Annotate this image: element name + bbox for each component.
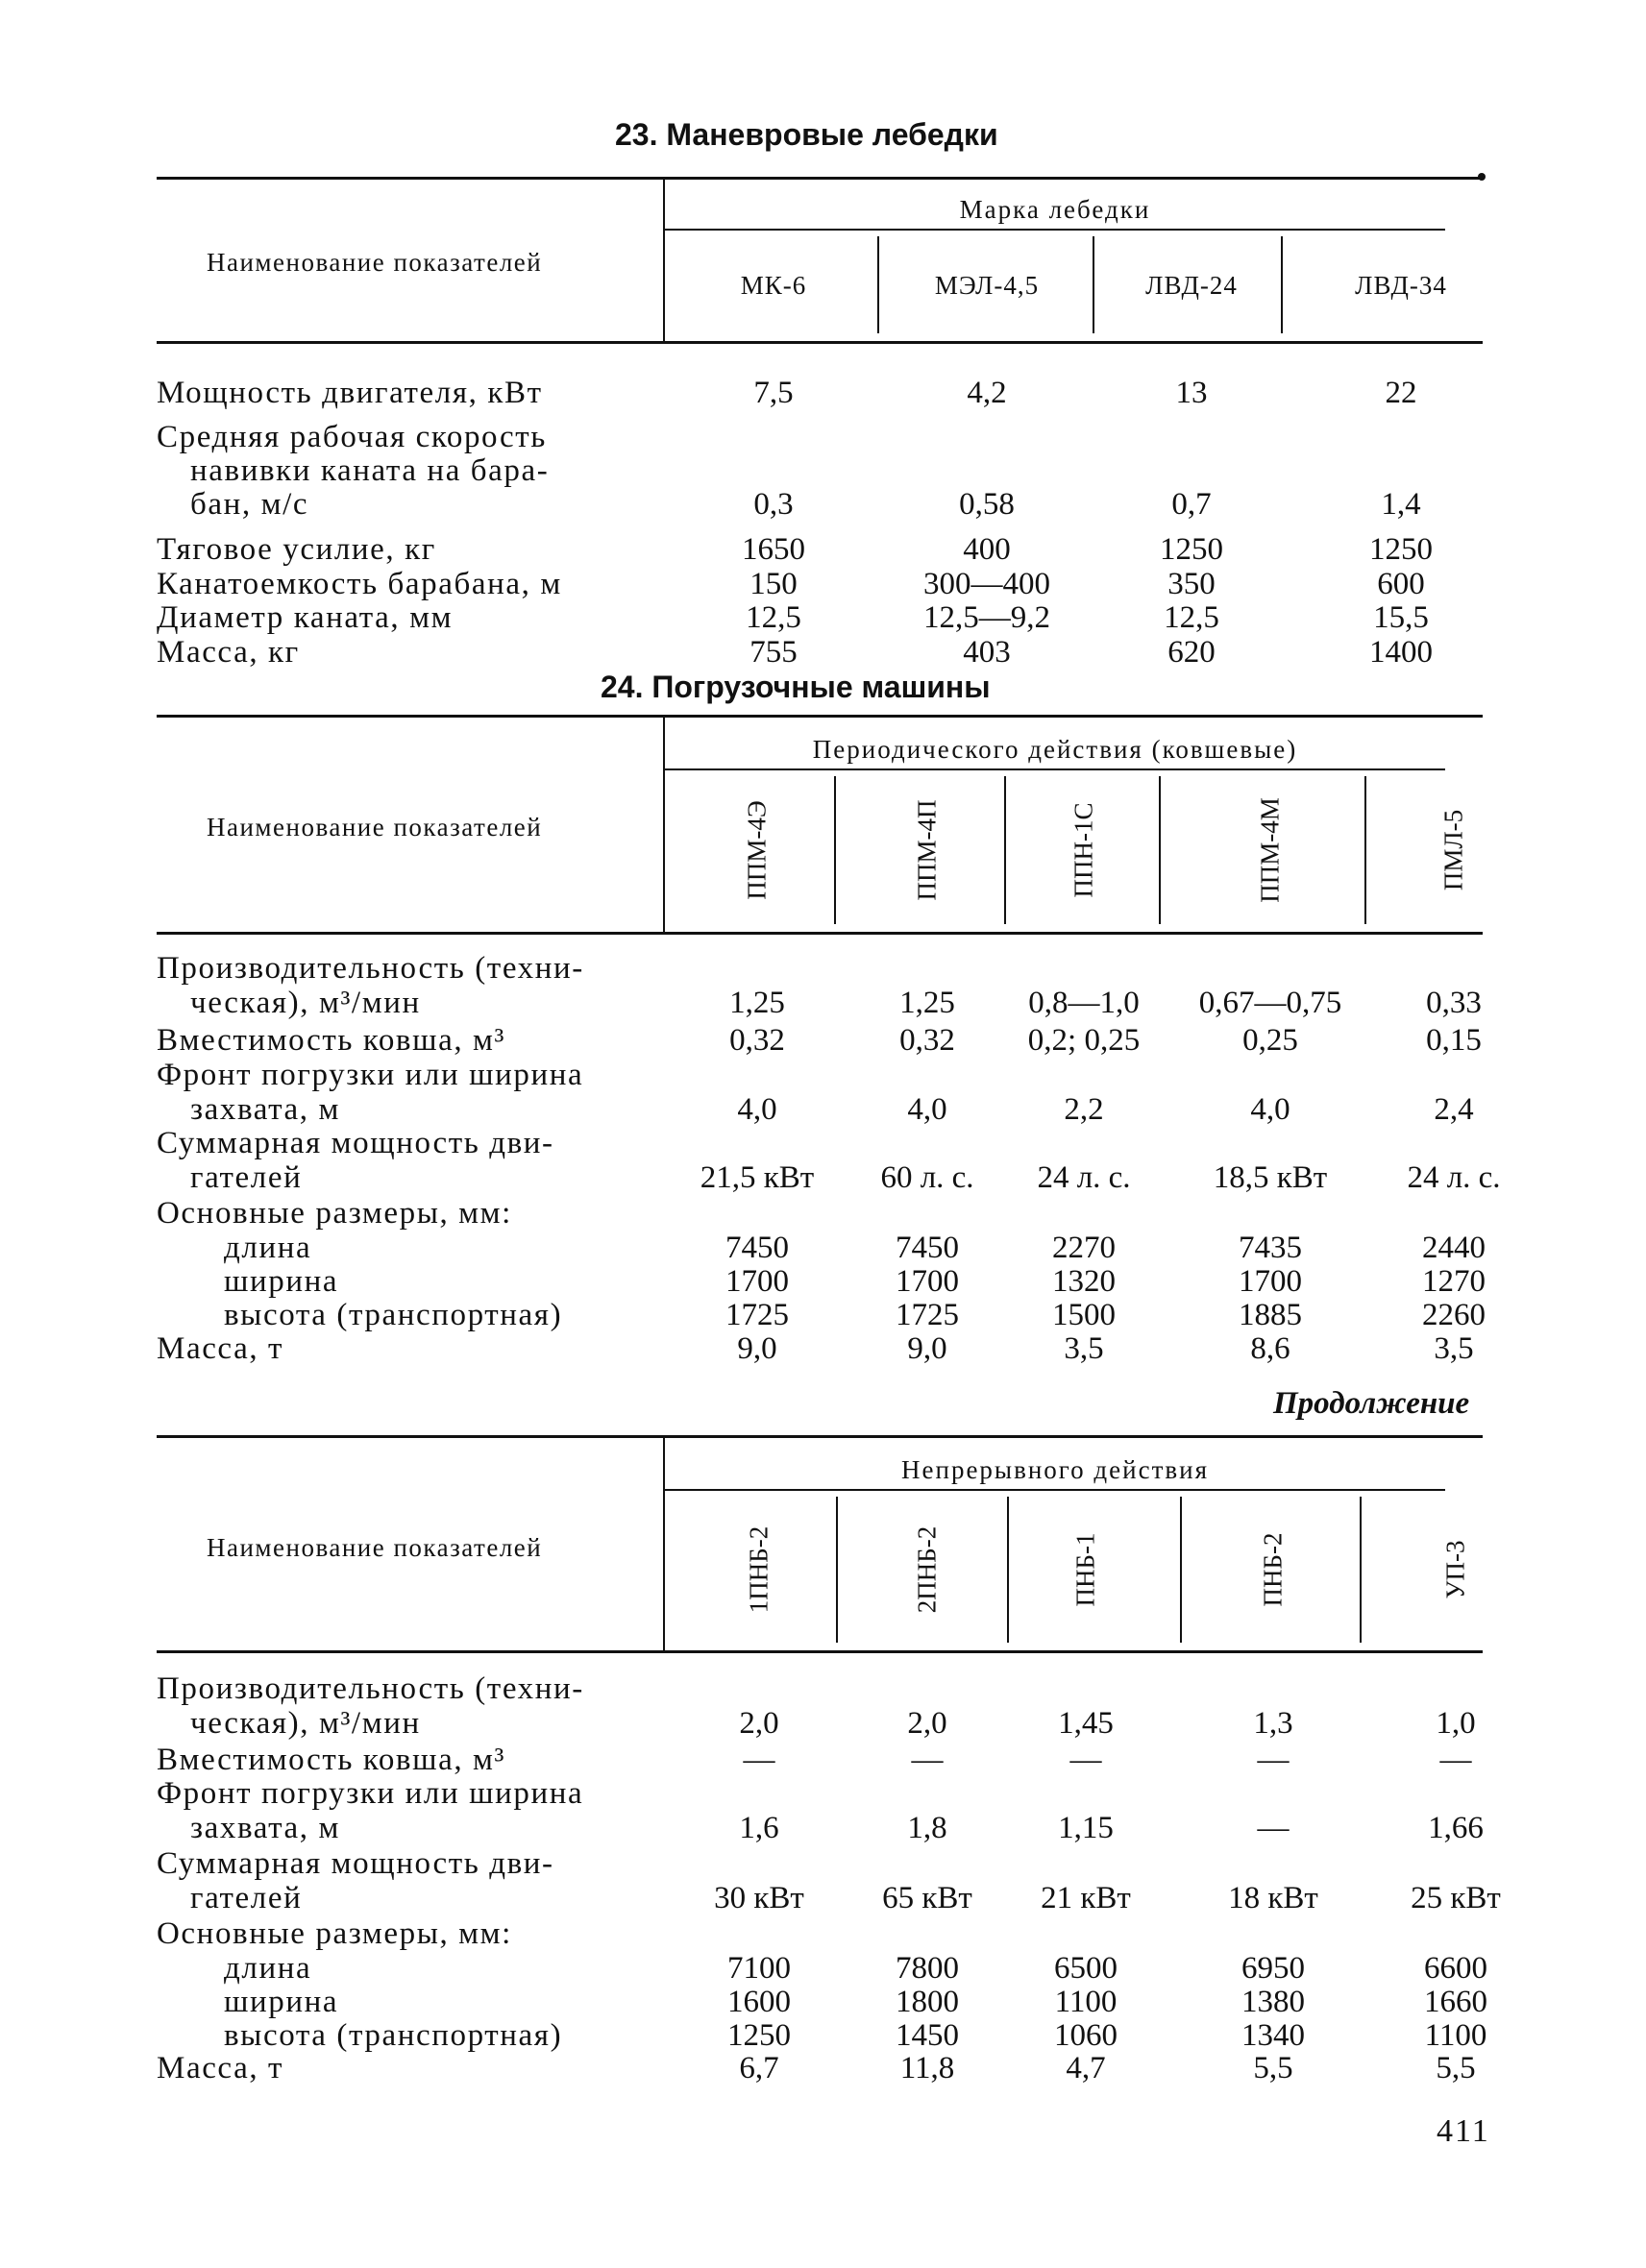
column-header: 1ПНБ-2	[744, 1525, 774, 1614]
table-cell: 5,5	[1253, 2051, 1293, 2085]
table-cell: 0,3	[753, 487, 794, 522]
row-label: Средняя рабочая скорость	[157, 420, 547, 454]
table-cell: 2270	[1052, 1231, 1116, 1265]
table-cell: 4,0	[737, 1092, 777, 1127]
row-label: ширина	[224, 1985, 339, 2019]
table-cell: 2260	[1422, 1298, 1486, 1332]
group-label: Периодического действия (ковшевые)	[812, 735, 1298, 764]
column-divider	[1159, 776, 1161, 924]
row-label: Основные размеры, мм:	[157, 1196, 512, 1231]
column-divider	[663, 177, 665, 341]
table-cell: 1,15	[1058, 1811, 1114, 1845]
table-cell: 11,8	[899, 2051, 955, 2085]
row-label: длина	[224, 1231, 312, 1265]
column-divider	[1281, 236, 1283, 333]
column-divider	[836, 1497, 838, 1643]
table-cell: 1340	[1241, 2018, 1305, 2053]
column-divider	[1004, 776, 1006, 924]
table-cell: 0,2; 0,25	[1027, 1023, 1141, 1058]
table-cell: 12,5	[1164, 600, 1219, 635]
table-cell: 1660	[1424, 1985, 1487, 2019]
table-cell: 0,7	[1171, 487, 1212, 522]
table-cell: 24 л. с.	[1407, 1160, 1501, 1195]
table-cell: 2,4	[1434, 1092, 1474, 1127]
rule-line	[157, 1435, 1483, 1438]
table-cell: —	[743, 1743, 775, 1777]
table-cell: 6,7	[739, 2051, 779, 2085]
table-cell: 0,32	[899, 1023, 955, 1058]
row-label: навивки каната на бара-	[190, 453, 550, 488]
row-label: Основные размеры, мм:	[157, 1916, 512, 1951]
table-cell: 1,4	[1381, 487, 1421, 522]
rule-line	[665, 229, 1445, 231]
table-cell: 1725	[896, 1298, 959, 1332]
table-cell: 9,0	[737, 1331, 777, 1366]
table-cell: 0,67—0,75	[1198, 986, 1342, 1020]
table-cell: 1,66	[1428, 1811, 1484, 1845]
row-label: Тяговое усилие, кг	[157, 532, 436, 567]
table-cell: 4,2	[967, 376, 1007, 410]
row-label: Мощность двигателя, кВт	[157, 376, 543, 410]
table-cell: 0,58	[959, 487, 1015, 522]
row-label: Производительность (техни-	[157, 1671, 584, 1706]
table-cell: 1885	[1239, 1298, 1302, 1332]
table-cell: 1,6	[739, 1811, 779, 1845]
column-divider	[1007, 1497, 1009, 1643]
table-cell: 1650	[742, 532, 805, 567]
column-divider	[663, 1435, 665, 1650]
table-cell: 1700	[896, 1264, 959, 1299]
table-cell: 3,5	[1064, 1331, 1104, 1366]
table-cell: —	[1439, 1743, 1472, 1777]
row-label: гателей	[190, 1881, 303, 1915]
table-cell: 6950	[1241, 1951, 1305, 1986]
table-cell: 3,5	[1434, 1331, 1474, 1366]
column-header: ППМ-4М	[1255, 797, 1285, 903]
table-cell: 7450	[725, 1231, 789, 1265]
table-cell: 1250	[1160, 532, 1223, 567]
table-cell: 4,7	[1066, 2051, 1106, 2085]
column-divider	[1364, 776, 1366, 924]
row-label: Вместимость ковша, м³	[157, 1743, 506, 1777]
table-cell: 350	[1167, 567, 1216, 601]
table-cell: 1400	[1369, 635, 1433, 670]
row-label: Фронт погрузки или ширина	[157, 1776, 584, 1811]
table-cell: 9,0	[907, 1331, 947, 1366]
table-cell: 1600	[727, 1985, 791, 2019]
rule-line	[157, 715, 1483, 718]
row-label: ширина	[224, 1264, 339, 1299]
column-header: ППН-1С	[1069, 802, 1098, 898]
row-label: Производительность (техни-	[157, 951, 584, 986]
table-cell: 30 кВт	[714, 1881, 804, 1915]
table-cell: 8,6	[1250, 1331, 1290, 1366]
table-cell: 0,32	[729, 1023, 785, 1058]
table-cell: 400	[963, 532, 1011, 567]
column-divider	[1180, 1497, 1182, 1643]
table-cell: 1060	[1054, 2018, 1118, 2053]
table-cell: 15,5	[1373, 600, 1429, 635]
column-header: ПНБ-2	[1258, 1532, 1288, 1607]
row-label: Фронт погрузки или ширина	[157, 1058, 584, 1092]
continuation-label: Продолжение	[1273, 1386, 1470, 1421]
rule-line	[157, 932, 1483, 935]
column-divider	[1360, 1497, 1362, 1643]
page-number: 411	[1437, 2113, 1490, 2149]
row-label: Суммарная мощность дви-	[157, 1846, 554, 1881]
group-label: Непрерывного действия	[901, 1455, 1209, 1484]
table-cell: 6600	[1424, 1951, 1487, 1986]
row-label: ческая), м³/мин	[190, 986, 421, 1020]
rule-line	[157, 1650, 1483, 1653]
row-label: ческая), м³/мин	[190, 1706, 421, 1741]
table-cell: 755	[749, 635, 798, 670]
column-header: ППМ-4Э	[742, 800, 772, 900]
table-cell: 24 л. с.	[1037, 1160, 1131, 1195]
table-cell: 1250	[1369, 532, 1433, 567]
table-cell: 1800	[896, 1985, 959, 2019]
table-cell: 600	[1377, 567, 1425, 601]
table-cell: 0,33	[1426, 986, 1482, 1020]
table-cell: 620	[1167, 635, 1216, 670]
row-label: Суммарная мощность дви-	[157, 1126, 554, 1160]
table-cell: 25 кВт	[1411, 1881, 1501, 1915]
column-divider	[1093, 236, 1094, 333]
row-label: Канатоемкость барабана, м	[157, 567, 562, 601]
rule-line	[665, 1489, 1445, 1491]
column-header: МК-6	[740, 271, 807, 300]
rule-end-mark	[1478, 173, 1486, 181]
table-cell: 21,5 кВт	[700, 1160, 815, 1195]
header-name: Наименование показателей	[207, 1533, 543, 1562]
table-cell: 1270	[1422, 1264, 1486, 1299]
row-label: захвата, м	[190, 1092, 340, 1127]
column-divider	[663, 715, 665, 932]
column-header: 2ПНБ-2	[912, 1525, 942, 1614]
table-cell: 7435	[1239, 1231, 1302, 1265]
table-cell: 5,5	[1436, 2051, 1476, 2085]
header-name: Наименование показателей	[207, 248, 543, 277]
table-cell: —	[911, 1743, 944, 1777]
table-cell: 7800	[896, 1951, 959, 1986]
row-label: Масса, т	[157, 1331, 284, 1366]
table-cell: 7100	[727, 1951, 791, 1986]
row-label: Масса, кг	[157, 635, 300, 670]
table-cell: 6500	[1054, 1951, 1118, 1986]
table-cell: 2,0	[907, 1706, 947, 1741]
table-cell: 12,5—9,2	[923, 600, 1050, 635]
row-label: Вместимость ковша, м³	[157, 1023, 506, 1058]
table-cell: 1,25	[899, 986, 955, 1020]
table-cell: 4,0	[907, 1092, 947, 1127]
column-header: УП-3	[1440, 1540, 1470, 1599]
row-label: бан, м/с	[190, 487, 309, 522]
table-cell: 1,45	[1058, 1706, 1114, 1741]
table-cell: 300—400	[923, 567, 1050, 601]
table-cell: 1380	[1241, 1985, 1305, 2019]
table-cell: 150	[749, 567, 798, 601]
table-cell: 18 кВт	[1228, 1881, 1318, 1915]
table-cell: 1,8	[907, 1811, 947, 1845]
row-label: захвата, м	[190, 1811, 340, 1845]
table-cell: 403	[963, 635, 1011, 670]
column-header: ПНБ-1	[1070, 1532, 1100, 1607]
column-header: ЛВД-34	[1355, 271, 1447, 300]
table-cell: 65 кВт	[882, 1881, 972, 1915]
table-cell: 0,15	[1426, 1023, 1482, 1058]
table-cell: 1725	[725, 1298, 789, 1332]
table-cell: 12,5	[746, 600, 801, 635]
table-cell: 1700	[725, 1264, 789, 1299]
rule-line	[665, 768, 1445, 770]
table-cell: 21 кВт	[1041, 1881, 1131, 1915]
column-divider	[834, 776, 836, 924]
table-cell: 18,5 кВт	[1213, 1160, 1328, 1195]
rule-line	[157, 177, 1483, 180]
row-label: высота (транспортная)	[224, 2018, 563, 2053]
table-cell: 7,5	[753, 376, 794, 410]
group-label: Марка лебедки	[959, 195, 1151, 224]
table-cell: 1,25	[729, 986, 785, 1020]
row-label: гателей	[190, 1160, 303, 1195]
table-cell: 2,0	[739, 1706, 779, 1741]
row-label: длина	[224, 1951, 312, 1986]
column-divider	[877, 236, 879, 333]
table-cell: 2,2	[1064, 1092, 1104, 1127]
table-cell: —	[1257, 1743, 1290, 1777]
table-cell: —	[1069, 1743, 1102, 1777]
table-cell: 1100	[1424, 2018, 1487, 2053]
table-cell: —	[1257, 1811, 1290, 1845]
rule-line	[157, 341, 1483, 344]
table-title: 23. Маневровые лебедки	[615, 117, 998, 152]
row-label: Масса, т	[157, 2051, 284, 2085]
table-cell: 1,0	[1436, 1706, 1476, 1741]
table-cell: 0,8—1,0	[1028, 986, 1140, 1020]
table-cell: 1100	[1054, 1985, 1118, 2019]
header-name: Наименование показателей	[207, 813, 543, 841]
table-cell: 2440	[1422, 1231, 1486, 1265]
table-cell: 7450	[896, 1231, 959, 1265]
table-cell: 1320	[1052, 1264, 1116, 1299]
column-header: МЭЛ-4,5	[934, 271, 1040, 300]
table-cell: 1700	[1239, 1264, 1302, 1299]
table-cell: 13	[1175, 376, 1208, 410]
column-header: ППМ-4П	[912, 799, 942, 901]
column-header: ПМЛ-5	[1438, 809, 1468, 891]
row-label: высота (транспортная)	[224, 1298, 563, 1332]
table-title: 24. Погрузочные машины	[601, 670, 991, 704]
table-cell: 1250	[727, 2018, 791, 2053]
table-cell: 1500	[1052, 1298, 1116, 1332]
table-cell: 22	[1385, 376, 1417, 410]
table-cell: 1,3	[1253, 1706, 1293, 1741]
table-cell: 0,25	[1242, 1023, 1298, 1058]
table-cell: 1450	[896, 2018, 959, 2053]
column-header: ЛВД-24	[1145, 271, 1238, 300]
row-label: Диаметр каната, мм	[157, 600, 454, 635]
table-cell: 60 л. с.	[880, 1160, 974, 1195]
table-cell: 4,0	[1250, 1092, 1290, 1127]
